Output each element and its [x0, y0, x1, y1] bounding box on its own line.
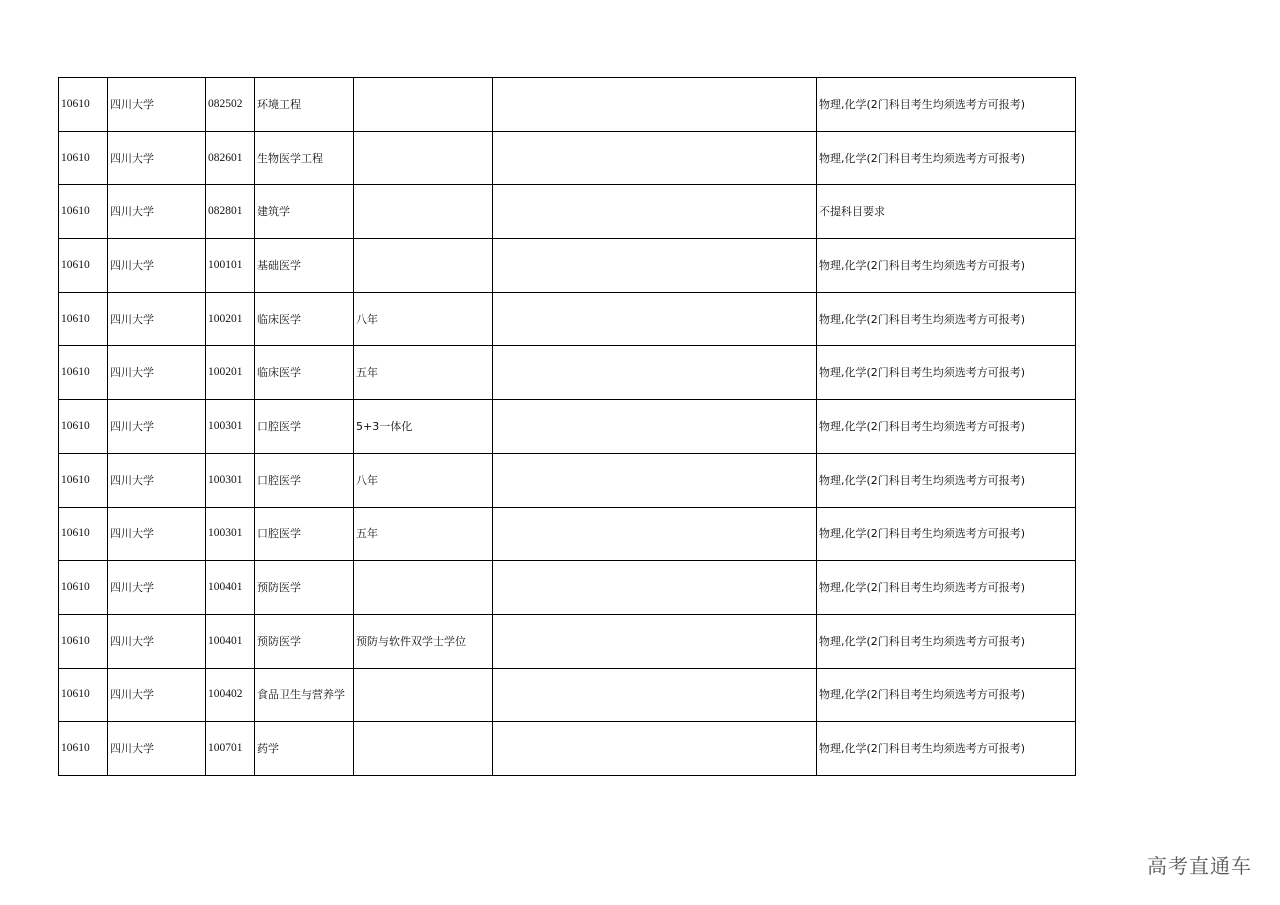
major-name-cell: 基础医学 — [255, 239, 354, 293]
major-name-cell: 药学 — [255, 722, 354, 776]
subject-requirement-cell: 物理,化学(2门科目考生均须选考方可报考) — [817, 507, 1076, 561]
table-row — [59, 561, 1076, 615]
major-note-cell — [354, 239, 493, 293]
major-note-cell — [354, 722, 493, 776]
major-note-cell — [354, 131, 493, 185]
major-name-cell: 口腔医学 — [255, 507, 354, 561]
major-code-cell: 100301 — [206, 507, 255, 561]
major-code-cell: 100701 — [206, 722, 255, 776]
extra-cell — [493, 507, 817, 561]
extra-cell — [493, 400, 817, 454]
subject-requirements-table — [58, 77, 1076, 776]
major-name-cell: 生物医学工程 — [255, 131, 354, 185]
institution-code-cell: 10610 — [59, 239, 108, 293]
institution-code-cell: 10610 — [59, 668, 108, 722]
extra-cell — [493, 185, 817, 239]
institution-name-cell: 四川大学 — [108, 722, 206, 776]
major-note-cell: 五年 — [354, 346, 493, 400]
table-row — [59, 239, 1076, 293]
institution-code-cell: 10610 — [59, 453, 108, 507]
institution-name-cell: 四川大学 — [108, 561, 206, 615]
major-name-cell: 临床医学 — [255, 346, 354, 400]
subject-requirement-cell: 物理,化学(2门科目考生均须选考方可报考) — [817, 131, 1076, 185]
table-row — [59, 400, 1076, 454]
institution-code-cell: 10610 — [59, 185, 108, 239]
table-row — [59, 722, 1076, 776]
major-name-cell: 建筑学 — [255, 185, 354, 239]
table-row — [59, 131, 1076, 185]
subject-requirement-cell: 物理,化学(2门科目考生均须选考方可报考) — [817, 561, 1076, 615]
subject-requirement-cell: 物理,化学(2门科目考生均须选考方可报考) — [817, 239, 1076, 293]
institution-code-cell: 10610 — [59, 346, 108, 400]
table-row — [59, 78, 1076, 132]
major-note-cell — [354, 561, 493, 615]
institution-name-cell: 四川大学 — [108, 453, 206, 507]
subject-requirement-cell: 物理,化学(2门科目考生均须选考方可报考) — [817, 453, 1076, 507]
institution-code-cell: 10610 — [59, 292, 108, 346]
extra-cell — [493, 239, 817, 293]
institution-code-cell: 10610 — [59, 131, 108, 185]
major-code-cell: 100101 — [206, 239, 255, 293]
subject-requirement-cell: 物理,化学(2门科目考生均须选考方可报考) — [817, 614, 1076, 668]
subject-requirement-cell: 物理,化学(2门科目考生均须选考方可报考) — [817, 346, 1076, 400]
major-note-cell: 预防与软件双学士学位 — [354, 614, 493, 668]
major-note-cell — [354, 78, 493, 132]
major-code-cell: 100402 — [206, 668, 255, 722]
table-body — [59, 78, 1076, 776]
major-code-cell: 100301 — [206, 453, 255, 507]
major-code-cell: 082601 — [206, 131, 255, 185]
institution-name-cell: 四川大学 — [108, 78, 206, 132]
subject-requirement-cell: 不提科目要求 — [817, 185, 1076, 239]
institution-name-cell: 四川大学 — [108, 614, 206, 668]
extra-cell — [493, 722, 817, 776]
major-code-cell: 082502 — [206, 78, 255, 132]
institution-name-cell: 四川大学 — [108, 185, 206, 239]
institution-code-cell: 10610 — [59, 78, 108, 132]
institution-code-cell: 10610 — [59, 507, 108, 561]
major-code-cell: 100301 — [206, 400, 255, 454]
table-row — [59, 346, 1076, 400]
major-name-cell: 预防医学 — [255, 561, 354, 615]
institution-name-cell: 四川大学 — [108, 346, 206, 400]
institution-code-cell: 10610 — [59, 722, 108, 776]
major-name-cell: 临床医学 — [255, 292, 354, 346]
major-note-cell — [354, 185, 493, 239]
table-row — [59, 614, 1076, 668]
extra-cell — [493, 614, 817, 668]
subject-requirement-cell: 物理,化学(2门科目考生均须选考方可报考) — [817, 78, 1076, 132]
institution-name-cell: 四川大学 — [108, 131, 206, 185]
extra-cell — [493, 561, 817, 615]
major-name-cell: 预防医学 — [255, 614, 354, 668]
institution-name-cell: 四川大学 — [108, 507, 206, 561]
institution-code-cell: 10610 — [59, 614, 108, 668]
extra-cell — [493, 668, 817, 722]
major-code-cell: 100401 — [206, 614, 255, 668]
subject-requirement-cell: 物理,化学(2门科目考生均须选考方可报考) — [817, 668, 1076, 722]
major-note-cell: 五年 — [354, 507, 493, 561]
subject-requirement-cell: 物理,化学(2门科目考生均须选考方可报考) — [817, 292, 1076, 346]
major-note-cell: 八年 — [354, 453, 493, 507]
table-row — [59, 292, 1076, 346]
major-note-cell: 5+3一体化 — [354, 400, 493, 454]
subject-requirement-cell: 物理,化学(2门科目考生均须选考方可报考) — [817, 400, 1076, 454]
table-row — [59, 507, 1076, 561]
major-code-cell: 100201 — [206, 346, 255, 400]
extra-cell — [493, 453, 817, 507]
table-row — [59, 185, 1076, 239]
subject-requirement-cell: 物理,化学(2门科目考生均须选考方可报考) — [817, 722, 1076, 776]
major-code-cell: 100201 — [206, 292, 255, 346]
major-note-cell: 八年 — [354, 292, 493, 346]
extra-cell — [493, 131, 817, 185]
major-name-cell: 口腔医学 — [255, 400, 354, 454]
extra-cell — [493, 346, 817, 400]
institution-code-cell: 10610 — [59, 400, 108, 454]
institution-name-cell: 四川大学 — [108, 668, 206, 722]
institution-name-cell: 四川大学 — [108, 400, 206, 454]
watermark-text: 高考直通车 — [1147, 854, 1252, 878]
institution-name-cell: 四川大学 — [108, 292, 206, 346]
major-code-cell: 082801 — [206, 185, 255, 239]
extra-cell — [493, 292, 817, 346]
major-code-cell: 100401 — [206, 561, 255, 615]
extra-cell — [493, 78, 817, 132]
major-note-cell — [354, 668, 493, 722]
institution-name-cell: 四川大学 — [108, 239, 206, 293]
table-row — [59, 668, 1076, 722]
table-row — [59, 453, 1076, 507]
major-name-cell: 环境工程 — [255, 78, 354, 132]
major-name-cell: 口腔医学 — [255, 453, 354, 507]
major-name-cell: 食品卫生与营养学 — [255, 668, 354, 722]
institution-code-cell: 10610 — [59, 561, 108, 615]
